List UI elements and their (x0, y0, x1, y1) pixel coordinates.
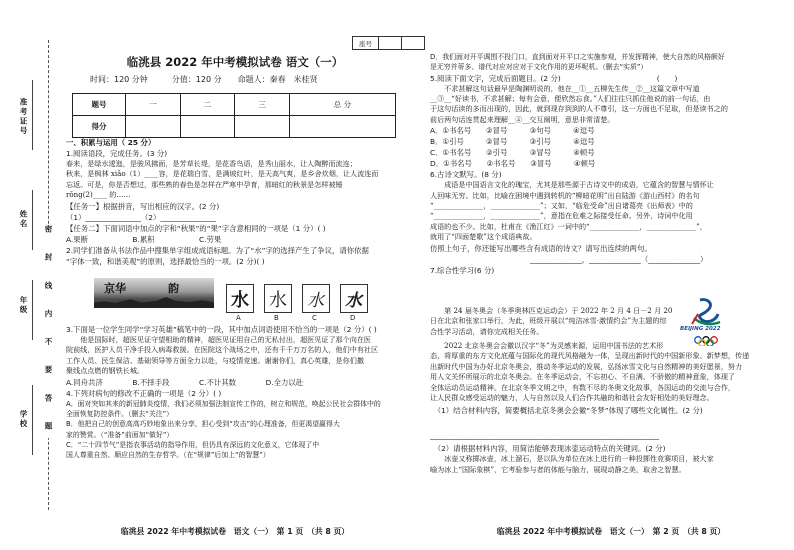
passage-line: 院前线，医护人员干净手投入病毒救援。在医院这个战场之中，还有千千万万名的人，他们中有社区 (66, 345, 379, 355)
option-d-glyph[interactable] (340, 284, 368, 313)
score-table (72, 93, 396, 138)
class-label: 年级 (19, 296, 28, 315)
score-cell[interactable] (126, 116, 181, 138)
school-label: 学校 (19, 410, 28, 429)
banner-title: 京华 (104, 282, 126, 295)
passage-line: 人回味无穷。比如，比喻在困境中遇到转机的“柳暗花明”出自陆游《游山西村》的名句 (430, 190, 700, 200)
choice-option: D．①书名号 ②书名号 ③冒号 ④顿号 (430, 159, 596, 169)
name-label: 姓名 (19, 210, 28, 229)
question-text: 1.阅读语段，完成任务。(3 分) (66, 149, 168, 158)
page-1-body-continued (66, 324, 404, 460)
passage-line: 合性学习活动，请你完成相关任务。 (430, 326, 544, 336)
passage-line: 全体运动员运动精神。在北京冬季文明之中，有数不尽的冬奥文化故事，各国运动的交流与合作， (430, 382, 736, 392)
choice-option: B．他把自己的创意高高巧妙地象出来分享，担心受到“攻击”的心理准备，但更渴望赢得大 (66, 420, 340, 429)
choice-option: B．①引号 ②冒号 ③引号 ④逗号 (430, 137, 595, 147)
exam-title: 临洮县 2022 年中考模拟试卷 语文（一） (126, 55, 344, 69)
choice-options: A.同舟共济 B.不择手段 C.不计其数 D.全力以赴 (66, 377, 304, 387)
question-text: 4.下列对病句的修改不正确的一项是（2 分）( ) (66, 388, 222, 398)
option-char: 水 (231, 290, 249, 311)
passage-line: 就用了“四面楚歌”这个成语典故。 (430, 232, 537, 242)
passage-line: 2022 北京冬奥会会徽以汉字“冬”为灵感来源，运用中国书法的艺术形 (430, 341, 664, 350)
calligraphy-banner (94, 278, 214, 308)
question-text: 仿照上句子，你还能写出哪些含有成语的诗文？请写出连续的两句。 (430, 243, 652, 253)
passage-line: __③__“好读书，不求甚解；每有会意，便欣然忘食。”人们往往只抓住他说的前一句话，由 (430, 94, 711, 103)
passage-line: 于这句话读的多而出现的，因此，就到现存到到的人不尊引，这一方面也不足取，但是读书之的 (430, 104, 728, 114)
answer-blank[interactable]: ______________________________________________________________ (430, 431, 660, 441)
question-text: 2.同学们准备从书法作品中搜集单字组成成语标题。为了“水”字的选择产生了争议，请你依据 (66, 245, 369, 255)
choice-option: D．我们面对开平调围不投门口，直到面对开平口之实施参观，并发挥精神，使大自然的风格颇好 (430, 53, 725, 61)
question-text: 3.下面是一位学生同学“学习英雄”稿笔中的一段，其中加点词语使用不恰当的一项是（2 分）( ) (66, 325, 377, 334)
page-1-footer: 临洮县 2022 年中考模拟试卷 语文（一） 第 1 页 （共 8 页） (120, 527, 350, 536)
score-table-row (73, 116, 396, 138)
passage-line: 前后两句话连贯起来理解__④__交互阐明，意思非常清楚。 (430, 114, 615, 124)
choice-option: 全面恢复防控条件。（删去“关注”） (66, 409, 174, 418)
passage-line: 态，将厚重的东方文化底蕴与国际化的现代风格融为一体，呈现出新时代的中国新形象、新梦想，传递 (430, 351, 750, 361)
passage-line: 成语是中国语言文化的瑰宝，尤其是那些源于古诗文中的成语，它蕴含的智慧与情怀让 (430, 180, 714, 190)
option-label: A (236, 314, 241, 322)
task-text: 【任务二】下面词语中加点的字和“秋果”的“果”字含意相同的一项是（1 分）( ) (66, 223, 326, 233)
question-text: 6.古诗文默写。(8 分) (430, 170, 502, 180)
page-2-footer: 临洮县 2022 年中考模拟试卷 语文（一） 第 2 页 （共 8 页） (496, 527, 726, 536)
score-header-cell: 三 (235, 94, 290, 116)
passage-line: 冰壶又称掷冰壶，冰上溜石，是以队为单位在冰上进行的一种投掷性竞赛项目，被大家 (430, 454, 714, 464)
page-2-passage (430, 341, 792, 475)
score-row-label: 得分 (73, 116, 126, 138)
task-text: 【任务一】根据拼音，写出相应的汉字。(2 分) (66, 201, 220, 211)
passage-line: 用人文关怀所展示的北京冬奥会。在冬季运动会，不忘初心、不自满、不骄傲的精神意象，体现了 (430, 372, 736, 382)
passage-line: rǒng(2)____ 的…… (66, 190, 131, 200)
score-header-cell: 一 (126, 94, 181, 116)
choice-option: 家的赞赏。（“准备”前面加“做好”） (66, 430, 174, 439)
option-label: D (350, 314, 356, 322)
passage-line: 让人民群众感受运动的魅力，人与自然以及人们合作共融的和谐社会友好相处的美好理念。 (430, 393, 714, 403)
question-text: 5.阅读下面文字，完成后面题目。(2 分) ( ) (430, 73, 678, 83)
answer-blank[interactable]: （1）_______________（2）_______________ (66, 212, 216, 222)
choice-option: 国人尊重自然、顺应自然的生存哲学。（在“规律”后加上“的智慧”） (66, 451, 270, 460)
page-2-body (430, 52, 792, 276)
passage-line: 第 24 届冬奥会（冬季奥林匹克运动会）于 2022 年 2 月 4 日－2 月 20 (430, 306, 673, 315)
option-char: 水 (307, 291, 324, 311)
choice-options: A.果断 B.累积 C.劳果 (66, 234, 222, 244)
passage-line: 忘返。可是，你是否想过，那些熟的春色是怎样在严寒中孕育，那暗红的秋景是怎样被锤 (66, 179, 343, 189)
score-header-cell: 题号 (73, 94, 126, 116)
question-text: （1）结合材料内容，简要概括北京冬奥会会徽“冬梦”体现了哪些文化属性。(2 分) (430, 406, 703, 416)
option-label: B (274, 314, 279, 322)
banner-title-2: 韵 (168, 282, 179, 295)
question-text: “字体一致，和谐美观”的原则，选择最恰当的一项。(2 分)( ) (66, 256, 265, 266)
passage-line: “______________，______________”；又如，“临危受命”出自诸葛亮《出师表》中的 (430, 201, 693, 211)
passage-line: 喻为冰上“国际象棋”，它考验参与者的体能与脑力，展现动静之美，取舍之智慧。 (430, 464, 686, 474)
score-cell[interactable] (235, 116, 290, 138)
option-label: C (312, 314, 317, 322)
option-a-glyph[interactable] (226, 284, 254, 313)
score-header-cell: 二 (180, 94, 235, 116)
choice-option: A．面对突如其来的新冠肺炎疫情，我们必须加强法制宣传工作的，树立和规范，唤起公民社会群体中的 (66, 399, 381, 408)
banner-skyline (94, 297, 214, 308)
option-char: 水 (269, 290, 287, 311)
passage-line: 聚线点点燃的钢铁长城。 (66, 366, 145, 376)
passage-line: 工作人员、民生保洁、基础领导等方面全力以赴，与疫情竞速。谢谢你们，真心英雄，是你们撒 (66, 355, 364, 365)
exam-meta: 时间：120 分钟 分值：120 分 命题人：秦春 米桂贤 (90, 75, 318, 84)
option-c-glyph[interactable] (302, 284, 330, 313)
page-2 (410, 0, 794, 550)
choice-option: C．“二十四节气”是指农事活动的指导作用，但仍具有深远的文化意义，它体现了中 (66, 440, 320, 449)
passage-line: 不求甚解这句话最早是陶渊明说的，他在__①__五柳先生传__②__这篇文章中写道 (430, 83, 700, 93)
passage-line: 他是国际时，超医见证守望相助的精神，超医见证用自己的无私付出，超医见证了那个向在医 (66, 335, 372, 344)
page-1-body (66, 137, 404, 267)
passage-line: “______________，______________”，意指在危难之际接受任命。另外，诗词中化用 (430, 211, 693, 221)
emblem-wordmark: BEIJING 2022 (680, 326, 721, 332)
score-header-cell: 总 分 (289, 94, 395, 116)
seat-label: 座号 (353, 37, 379, 50)
seal-warning: 密 封 线 内 不 要 答 题 (44, 225, 53, 439)
beijing-2022-emblem (678, 296, 740, 346)
passage-line: 秋来，是枫林 xiǎo（1）____容，是花瑞白雪，是满坡红叶，是天高气爽，是乡舍炊烟，让人流连而 (66, 169, 379, 179)
section-heading: 一、积累与运用（ 25 分） (66, 138, 156, 147)
choice-option: A．①书名号 ②冒号 ③句号 ④逗号 (430, 126, 595, 136)
winter-olympics-logo-icon (678, 296, 740, 346)
question-text: 7.综合性学习(6 分) (430, 265, 495, 275)
question-text: （2）请根据材料内容，用简洁能够表现冰壶运动特点的关键词。(2 分) (430, 444, 666, 454)
score-cell[interactable] (289, 116, 395, 138)
answer-blank[interactable]: ______________，______________（______________） (530, 254, 708, 264)
passage-line: 成语的也不少。比如，杜甫在《渔江红》一词中的“______________，______________”， (430, 221, 707, 231)
score-cell[interactable] (180, 116, 235, 138)
passage-line: 日在北京和张家口举行，为此，班级开展以“纯洁冰雪·激情约会”为主题的综 (430, 316, 667, 326)
choice-option: C．①书名号 ②引号 ③冒号 ④顿号 (430, 148, 595, 158)
exam-number-label: 准考证号 (19, 98, 28, 136)
option-char: 水 (345, 291, 362, 311)
choice-option: 是无穷并蒂多、谱代对应对应对于文化作用的更坏呢机。（删去“实质”） (430, 63, 648, 72)
score-table-header-row (73, 94, 396, 116)
passage-line: 春来，是绿水逶迤，是骏风拂面，是芳草长堤，是花香鸟语，是秀山丽水，让人陶醉而流连； (66, 159, 357, 168)
option-b-glyph[interactable] (264, 284, 292, 313)
passage-line: 出新时代中国为办好北京冬奥会，推动冬季运动的发展，弘扬冰雪文化与自然精神的美好愿景，努力 (430, 361, 743, 371)
